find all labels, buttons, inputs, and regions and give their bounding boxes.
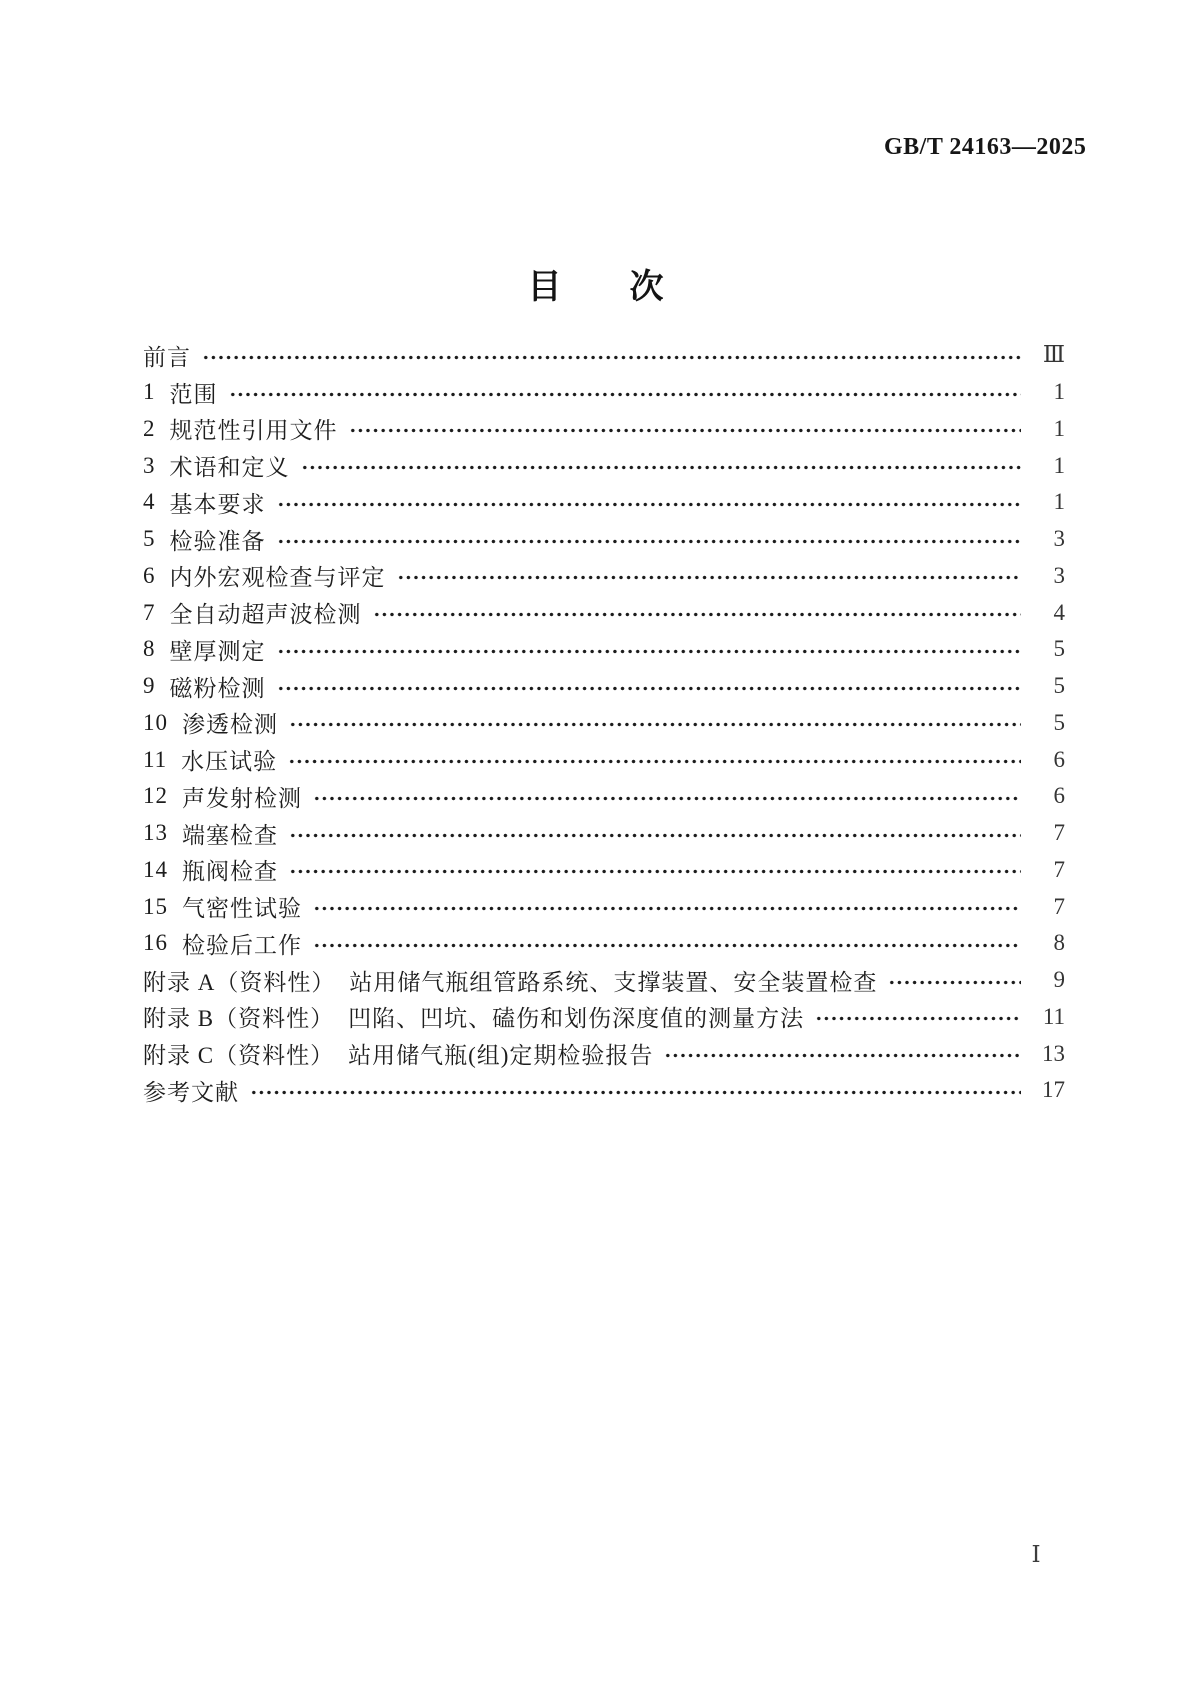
standard-number: GB/T 24163—2025 — [884, 134, 1087, 160]
toc-entry-number: 3 — [143, 452, 156, 478]
toc-entry-14 — [143, 852, 1065, 889]
dot-leader — [277, 539, 1022, 544]
toc-entry-13 — [143, 815, 1065, 852]
toc-entry-11 — [143, 741, 1065, 778]
toc-entry-label: 参考文献 — [143, 1079, 239, 1105]
toc-entry-page: 5 — [1053, 709, 1065, 735]
toc-entry-label: 磁粉检测 — [169, 675, 266, 701]
toc-entry-15 — [143, 888, 1065, 925]
toc-entry-page: 3 — [1053, 526, 1065, 552]
toc-entry-label: 站用储气瓶(组)定期检验报告 — [348, 1043, 654, 1069]
toc-entry-label: 渗透检测 — [182, 712, 278, 738]
toc-entry-page: 5 — [1053, 636, 1065, 662]
toc-entry-number: 10 — [143, 709, 168, 735]
dot-leader — [373, 612, 1022, 617]
toc-entry-page: 1 — [1053, 415, 1065, 441]
toc-entry-8 — [143, 631, 1065, 668]
dot-leader — [888, 980, 1021, 985]
toc-entry-label: 凹陷、凹坑、磕伤和划伤深度值的测量方法 — [348, 1006, 805, 1032]
toc-entry-number: 2 — [143, 415, 156, 441]
toc-entry-9 — [143, 668, 1065, 705]
toc-entry-number: 13 — [143, 820, 168, 846]
toc-entry-label: 术语和定义 — [169, 455, 290, 481]
toc-entry-label: 检验准备 — [169, 528, 266, 554]
toc-entry-page: 11 — [1042, 1003, 1065, 1029]
toc-entry-page: 7 — [1053, 893, 1065, 919]
toc-entry-label: 基本要求 — [169, 491, 266, 517]
toc-entry-page: 7 — [1053, 820, 1065, 846]
dot-leader — [277, 649, 1022, 654]
table-of-contents — [143, 337, 1065, 1109]
dot-leader — [250, 1090, 1021, 1095]
dot-leader — [289, 722, 1021, 727]
toc-entry-number: 8 — [143, 636, 156, 662]
toc-entry-label: 壁厚测定 — [169, 638, 266, 664]
toc-entry-label: 水压试验 — [181, 749, 278, 775]
page-title: 目 次 — [527, 267, 664, 306]
toc-entry-7 — [143, 594, 1065, 631]
dot-leader — [664, 1053, 1021, 1058]
toc-entry-16 — [143, 925, 1065, 962]
toc-entry-label: 范围 — [169, 381, 218, 407]
toc-entry-label: 气密性试验 — [182, 896, 302, 922]
toc-entry-page: 17 — [1042, 1077, 1065, 1103]
toc-entry-appendix-a — [143, 962, 1065, 999]
toc-entry-number: 4 — [143, 489, 156, 515]
dot-leader — [288, 759, 1021, 764]
toc-entry-appendix-c — [143, 1035, 1065, 1072]
toc-entry-references — [143, 1072, 1065, 1109]
toc-entry-label: 内外宏观检查与评定 — [169, 565, 386, 591]
toc-entry-number: 16 — [143, 930, 168, 956]
toc-entry-page: 6 — [1053, 783, 1065, 809]
toc-entry-number: 附录 A（资料性） — [143, 969, 336, 995]
toc-entry-number: 5 — [143, 526, 156, 552]
toc-entry-label: 站用储气瓶组管路系统、支撑装置、安全装置检查 — [349, 969, 878, 995]
dot-leader — [289, 869, 1021, 874]
toc-entry-number: 6 — [143, 562, 156, 588]
toc-entry-page: 13 — [1042, 1040, 1065, 1066]
toc-entry-1 — [143, 374, 1065, 411]
toc-entry-page: 7 — [1053, 856, 1065, 882]
dot-leader — [313, 796, 1021, 801]
toc-entry-2 — [143, 411, 1065, 448]
toc-entry-number: 7 — [143, 599, 156, 625]
dot-leader — [277, 502, 1022, 507]
toc-entry-page: 1 — [1053, 379, 1065, 405]
toc-entry-number: 11 — [143, 746, 168, 772]
toc-entry-page: 3 — [1053, 562, 1065, 588]
dot-leader — [349, 428, 1022, 433]
dot-leader — [313, 906, 1021, 911]
toc-entry-number: 1 — [143, 379, 156, 405]
dot-leader — [229, 392, 1022, 397]
toc-entry-label: 前言 — [143, 344, 191, 370]
toc-entry-6 — [143, 558, 1065, 595]
dot-leader — [815, 1016, 1021, 1021]
toc-entry-5 — [143, 521, 1065, 558]
toc-entry-page: 4 — [1053, 599, 1065, 625]
toc-entry-foreword — [143, 337, 1065, 374]
toc-entry-appendix-b — [143, 999, 1065, 1036]
toc-entry-12 — [143, 778, 1065, 815]
dot-leader — [301, 465, 1022, 470]
toc-entry-page: 1 — [1053, 452, 1065, 478]
toc-entry-number: 附录 B（资料性） — [143, 1006, 335, 1032]
dot-leader — [202, 355, 1021, 360]
toc-entry-page: Ⅲ — [1042, 342, 1065, 368]
toc-entry-3 — [143, 447, 1065, 484]
toc-entry-page: 8 — [1053, 930, 1065, 956]
dot-leader — [397, 575, 1022, 580]
toc-entry-4 — [143, 484, 1065, 521]
toc-entry-number: 附录 C（资料性） — [143, 1043, 335, 1069]
toc-entry-page: 9 — [1053, 967, 1065, 993]
toc-entry-number: 15 — [143, 893, 168, 919]
toc-entry-page: 1 — [1053, 489, 1065, 515]
toc-entry-10 — [143, 705, 1065, 742]
toc-entry-label: 全自动超声波检测 — [169, 602, 362, 628]
footer-page-number: Ⅰ — [1031, 1542, 1041, 1567]
toc-entry-number: 14 — [143, 856, 168, 882]
toc-entry-label: 瓶阀检查 — [182, 859, 278, 885]
toc-entry-label: 端塞检查 — [182, 822, 278, 848]
toc-entry-label: 检验后工作 — [182, 932, 302, 958]
dot-leader — [313, 943, 1021, 948]
toc-entry-number: 9 — [143, 673, 156, 699]
toc-entry-page: 6 — [1053, 746, 1065, 772]
dot-leader — [289, 833, 1021, 838]
toc-entry-page: 5 — [1053, 673, 1065, 699]
dot-leader — [277, 686, 1022, 691]
toc-entry-number: 12 — [143, 783, 168, 809]
toc-entry-label: 规范性引用文件 — [169, 418, 338, 444]
toc-entry-label: 声发射检测 — [182, 785, 302, 811]
